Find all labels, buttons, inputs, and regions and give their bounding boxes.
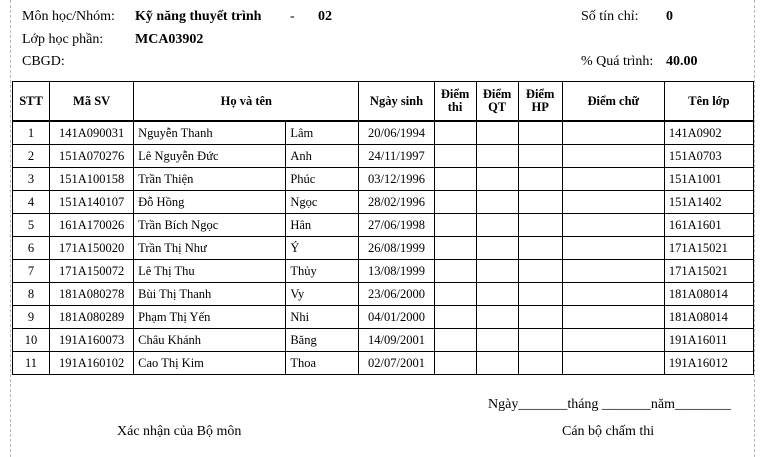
row-first-name: Ý — [286, 237, 359, 260]
row-letter-grade — [562, 329, 664, 352]
row-class-name: 151A0703 — [664, 145, 753, 168]
row-class-name: 191A16012 — [664, 352, 753, 375]
row-first-name: Phúc — [286, 168, 359, 191]
row-first-name: Hân — [286, 214, 359, 237]
row-letter-grade — [562, 191, 664, 214]
row-letter-grade — [562, 352, 664, 375]
table-row — [13, 352, 754, 375]
row-letter-grade — [562, 306, 664, 329]
col-header-ma-sv: Mã SV — [50, 82, 134, 122]
row-letter-grade — [562, 168, 664, 191]
row-birth-date: 23/06/2000 — [359, 283, 434, 306]
row-course-score — [518, 121, 562, 145]
row-student-id: 151A100158 — [50, 168, 134, 191]
col-header-diem-thi: Điểm thi — [434, 82, 476, 122]
row-last-middle-name: Đỗ Hồng — [134, 191, 286, 214]
row-first-name: Ngọc — [286, 191, 359, 214]
row-birth-date: 13/08/1999 — [359, 260, 434, 283]
table-row — [13, 145, 754, 168]
table-row — [13, 191, 754, 214]
row-course-score — [518, 214, 562, 237]
row-last-middle-name: Trần Bích Ngọc — [134, 214, 286, 237]
row-first-name: Nhi — [286, 306, 359, 329]
row-exam-score — [434, 306, 476, 329]
col-header-ten-lop: Tên lớp — [664, 82, 753, 122]
row-exam-score — [434, 283, 476, 306]
row-exam-score — [434, 260, 476, 283]
row-letter-grade — [562, 145, 664, 168]
table-row — [13, 283, 754, 306]
row-course-score — [518, 168, 562, 191]
row-process-score — [476, 237, 518, 260]
row-stt: 4 — [13, 191, 50, 214]
row-student-id: 151A140107 — [50, 191, 134, 214]
row-first-name: Thủy — [286, 260, 359, 283]
row-process-score — [476, 168, 518, 191]
row-letter-grade — [562, 237, 664, 260]
row-class-name: 161A1601 — [664, 214, 753, 237]
row-course-score — [518, 145, 562, 168]
row-class-name: 171A15021 — [664, 237, 753, 260]
row-first-name: Lâm — [286, 121, 359, 145]
row-class-name: 181A08014 — [664, 283, 753, 306]
row-student-id: 171A150072 — [50, 260, 134, 283]
row-process-score — [476, 214, 518, 237]
row-last-middle-name: Cao Thị Kim — [134, 352, 286, 375]
row-class-name: 181A08014 — [664, 306, 753, 329]
table-row — [13, 306, 754, 329]
process-label: % Quá trình: — [581, 54, 654, 69]
row-student-id: 151A070276 — [50, 145, 134, 168]
page-left-border — [10, 0, 11, 457]
col-header-diem-chu: Điểm chữ — [562, 82, 664, 122]
row-course-score — [518, 329, 562, 352]
row-stt: 5 — [13, 214, 50, 237]
row-class-name: 141A0902 — [664, 121, 753, 145]
row-process-score — [476, 121, 518, 145]
process-value: 40.00 — [666, 54, 698, 69]
row-last-middle-name: Phạm Thị Yến — [134, 306, 286, 329]
row-first-name: Thoa — [286, 352, 359, 375]
row-birth-date: 14/09/2001 — [359, 329, 434, 352]
col-header-stt: STT — [13, 82, 50, 122]
class-label: Lớp học phần: — [22, 32, 104, 47]
course-name: Kỹ năng thuyết trình — [135, 9, 262, 24]
grader-signature-label: Cán bộ chấm thi — [562, 424, 655, 439]
row-birth-date: 02/07/2001 — [359, 352, 434, 375]
row-class-name: 151A1402 — [664, 191, 753, 214]
col-header-ngay-sinh: Ngày sinh — [359, 82, 434, 122]
row-process-score — [476, 329, 518, 352]
row-first-name: Băng — [286, 329, 359, 352]
row-last-middle-name: Lê Nguyễn Đức — [134, 145, 286, 168]
group-number: 02 — [318, 9, 332, 24]
row-exam-score — [434, 121, 476, 145]
row-stt: 6 — [13, 237, 50, 260]
row-process-score — [476, 306, 518, 329]
row-first-name: Vy — [286, 283, 359, 306]
row-stt: 2 — [13, 145, 50, 168]
table-row — [13, 168, 754, 191]
row-first-name: Anh — [286, 145, 359, 168]
date-line: Ngày_______tháng _______năm________ — [488, 397, 732, 412]
row-course-score — [518, 260, 562, 283]
row-birth-date: 28/02/1996 — [359, 191, 434, 214]
col-header-ho-va-ten: Họ và tên — [134, 82, 359, 122]
page-right-border — [754, 0, 755, 457]
row-stt: 8 — [13, 283, 50, 306]
lecturer-label: CBGD: — [22, 54, 65, 69]
class-value: MCA03902 — [135, 32, 204, 47]
row-last-middle-name: Bùi Thị Thanh — [134, 283, 286, 306]
row-last-middle-name: Châu Khánh — [134, 329, 286, 352]
row-course-score — [518, 306, 562, 329]
row-last-middle-name: Lê Thị Thu — [134, 260, 286, 283]
table-row — [13, 329, 754, 352]
row-stt: 7 — [13, 260, 50, 283]
row-birth-date: 27/06/1998 — [359, 214, 434, 237]
row-last-middle-name: Trần Thiện — [134, 168, 286, 191]
table-row — [13, 214, 754, 237]
row-birth-date: 24/11/1997 — [359, 145, 434, 168]
row-student-id: 181A080289 — [50, 306, 134, 329]
credits-value: 0 — [666, 9, 673, 24]
row-stt: 10 — [13, 329, 50, 352]
row-process-score — [476, 260, 518, 283]
table-row — [13, 237, 754, 260]
row-student-id: 161A170026 — [50, 214, 134, 237]
row-course-score — [518, 283, 562, 306]
row-class-name: 171A15021 — [664, 260, 753, 283]
row-exam-score — [434, 329, 476, 352]
table-header-row — [13, 82, 754, 122]
row-process-score — [476, 145, 518, 168]
row-letter-grade — [562, 283, 664, 306]
row-birth-date: 04/01/2000 — [359, 306, 434, 329]
row-exam-score — [434, 237, 476, 260]
table-row — [13, 260, 754, 283]
row-class-name: 151A1001 — [664, 168, 753, 191]
row-process-score — [476, 283, 518, 306]
row-stt: 1 — [13, 121, 50, 145]
row-student-id: 181A080278 — [50, 283, 134, 306]
row-letter-grade — [562, 214, 664, 237]
row-last-middle-name: Trần Thị Như — [134, 237, 286, 260]
row-exam-score — [434, 352, 476, 375]
row-student-id: 191A160073 — [50, 329, 134, 352]
row-student-id: 141A090031 — [50, 121, 134, 145]
row-letter-grade — [562, 121, 664, 145]
course-label: Môn học/Nhóm: — [22, 9, 115, 24]
row-course-score — [518, 237, 562, 260]
row-stt: 3 — [13, 168, 50, 191]
row-birth-date: 03/12/1996 — [359, 168, 434, 191]
row-exam-score — [434, 168, 476, 191]
row-process-score — [476, 191, 518, 214]
row-class-name: 191A16011 — [664, 329, 753, 352]
dept-confirmation: Xác nhận của Bộ môn — [117, 424, 242, 439]
row-stt: 11 — [13, 352, 50, 375]
row-course-score — [518, 352, 562, 375]
credits-label: Số tín chỉ: — [581, 9, 639, 24]
row-birth-date: 20/06/1994 — [359, 121, 434, 145]
row-student-id: 191A160102 — [50, 352, 134, 375]
col-header-diem-qt: Điểm QT — [476, 82, 518, 122]
row-stt: 9 — [13, 306, 50, 329]
row-exam-score — [434, 145, 476, 168]
grade-table — [12, 81, 754, 375]
row-exam-score — [434, 191, 476, 214]
row-course-score — [518, 191, 562, 214]
table-row — [13, 121, 754, 145]
row-letter-grade — [562, 260, 664, 283]
row-student-id: 171A150020 — [50, 237, 134, 260]
row-last-middle-name: Nguyễn Thanh — [134, 121, 286, 145]
course-dash: - — [290, 9, 295, 24]
col-header-diem-hp: Điểm HP — [518, 82, 562, 122]
row-process-score — [476, 352, 518, 375]
row-birth-date: 26/08/1999 — [359, 237, 434, 260]
row-exam-score — [434, 214, 476, 237]
